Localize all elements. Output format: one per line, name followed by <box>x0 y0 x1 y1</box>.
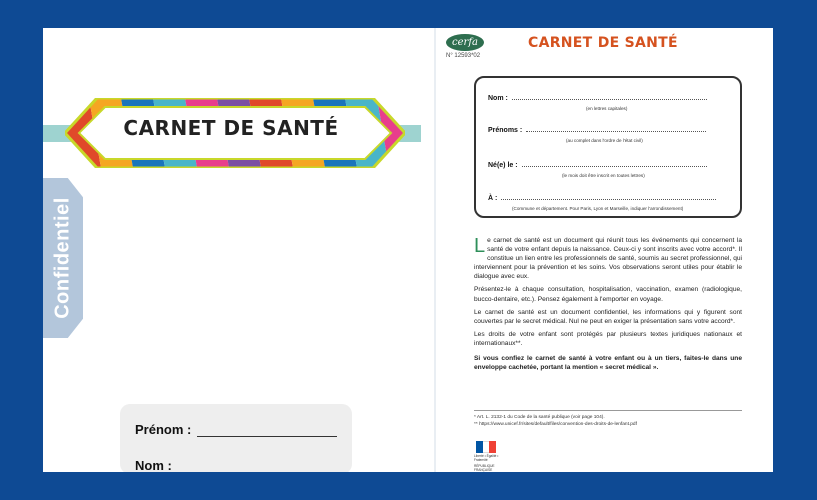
cerfa-number: N° 12593*02 <box>446 53 481 59</box>
field-birthplace-label: À : <box>488 195 498 202</box>
last-name-line[interactable] <box>178 461 336 472</box>
first-name-label: Prénom : <box>135 422 192 437</box>
first-name-line[interactable] <box>197 425 337 437</box>
republic-logo <box>474 441 508 472</box>
footnote: * Art. L. 2132-1 du Code de la santé publique (voir page 104). <box>474 415 605 420</box>
field-birthdate-line[interactable] <box>522 161 707 167</box>
field-nom-label: Nom : <box>488 95 508 102</box>
field-birthplace <box>488 194 716 202</box>
field-birthdate <box>488 161 707 169</box>
info-paragraph: Les droits de votre enfant sont protégés par plusieurs textes juridiques nationaux et internationaux**. <box>474 330 742 347</box>
last-name-row <box>135 458 336 472</box>
cover-title: CARNET DE SANTÉ <box>123 116 339 140</box>
field-birthplace-note: (Commune et département. Pour Paris, Lyon et Marseille, indiquer l'arrondissement) <box>512 206 684 211</box>
info-paragraph: Présentez-le à chaque consultation, hospitalisation, vaccination, examen (radiologique, bucco-dentaire, etc.). Pensez également à l'emporter en voyage. <box>474 286 742 303</box>
field-prenoms <box>488 126 706 134</box>
field-prenoms-note: (au complet dans l'ordre de l'état civil) <box>566 138 643 143</box>
form-title: CARNET DE SANTÉ <box>528 35 678 51</box>
warning-paragraph: Si vous confiez le carnet de santé à votre enfant ou à un tiers, faites-le dans une enveloppe cachetée, portant la mention « secret médical ». <box>474 355 742 372</box>
republic-name: RÉPUBLIQUE FRANÇAISE <box>474 463 495 472</box>
footnote-link[interactable]: ** https://www.unicef.fr/sites/default/files/convention-des-droits-de-lenfant.pdf <box>474 422 637 428</box>
cerfa-logo: cerfa <box>446 34 484 51</box>
info-paragraph: Le carnet de santé est un document confidentiel, les informations qui y figurent sont couvertes par le secret médical. Nul ne peut en exiger la présentation sans votre accord*. <box>474 308 742 325</box>
field-birthdate-note: (le mois doit être inscrit en toutes lettres) <box>562 173 645 178</box>
footnotes <box>474 410 742 428</box>
field-prenoms-label: Prénoms : <box>488 127 523 134</box>
french-flag-icon <box>476 441 496 453</box>
field-nom-note: (en lettres capitales) <box>586 106 628 111</box>
cover-page <box>43 28 434 472</box>
info-paragraph <box>474 236 742 281</box>
field-nom <box>488 94 707 102</box>
first-name-row <box>135 422 337 437</box>
info-paragraph-text: e carnet de santé est un document qui réunit tous les événements qui concernent la santé de votre enfant depuis la naissance. Ceux-ci y sont inscrits avec votre accord*. Il constitue un lien entre les professionnels de santé, soumis au secret professionnel, qui interviennent pour la prévention et les soins. Vos observations seront utiles pour établir le dialogue avec eux. <box>474 237 742 281</box>
form-page <box>436 28 773 472</box>
field-birthdate-label: Né(e) le : <box>488 162 518 169</box>
identity-box <box>474 76 742 218</box>
last-name-label: Nom : <box>135 458 172 472</box>
info-text <box>474 236 742 376</box>
cover-name-box <box>120 404 352 472</box>
field-birthplace-line[interactable] <box>501 194 716 200</box>
confidential-label: Confidentiel <box>51 197 74 319</box>
field-prenoms-line[interactable] <box>526 126 706 132</box>
republic-motto: Liberté • Égalité • Fraternité <box>474 454 499 462</box>
drop-cap: L <box>474 235 486 257</box>
field-nom-line[interactable] <box>512 94 707 100</box>
